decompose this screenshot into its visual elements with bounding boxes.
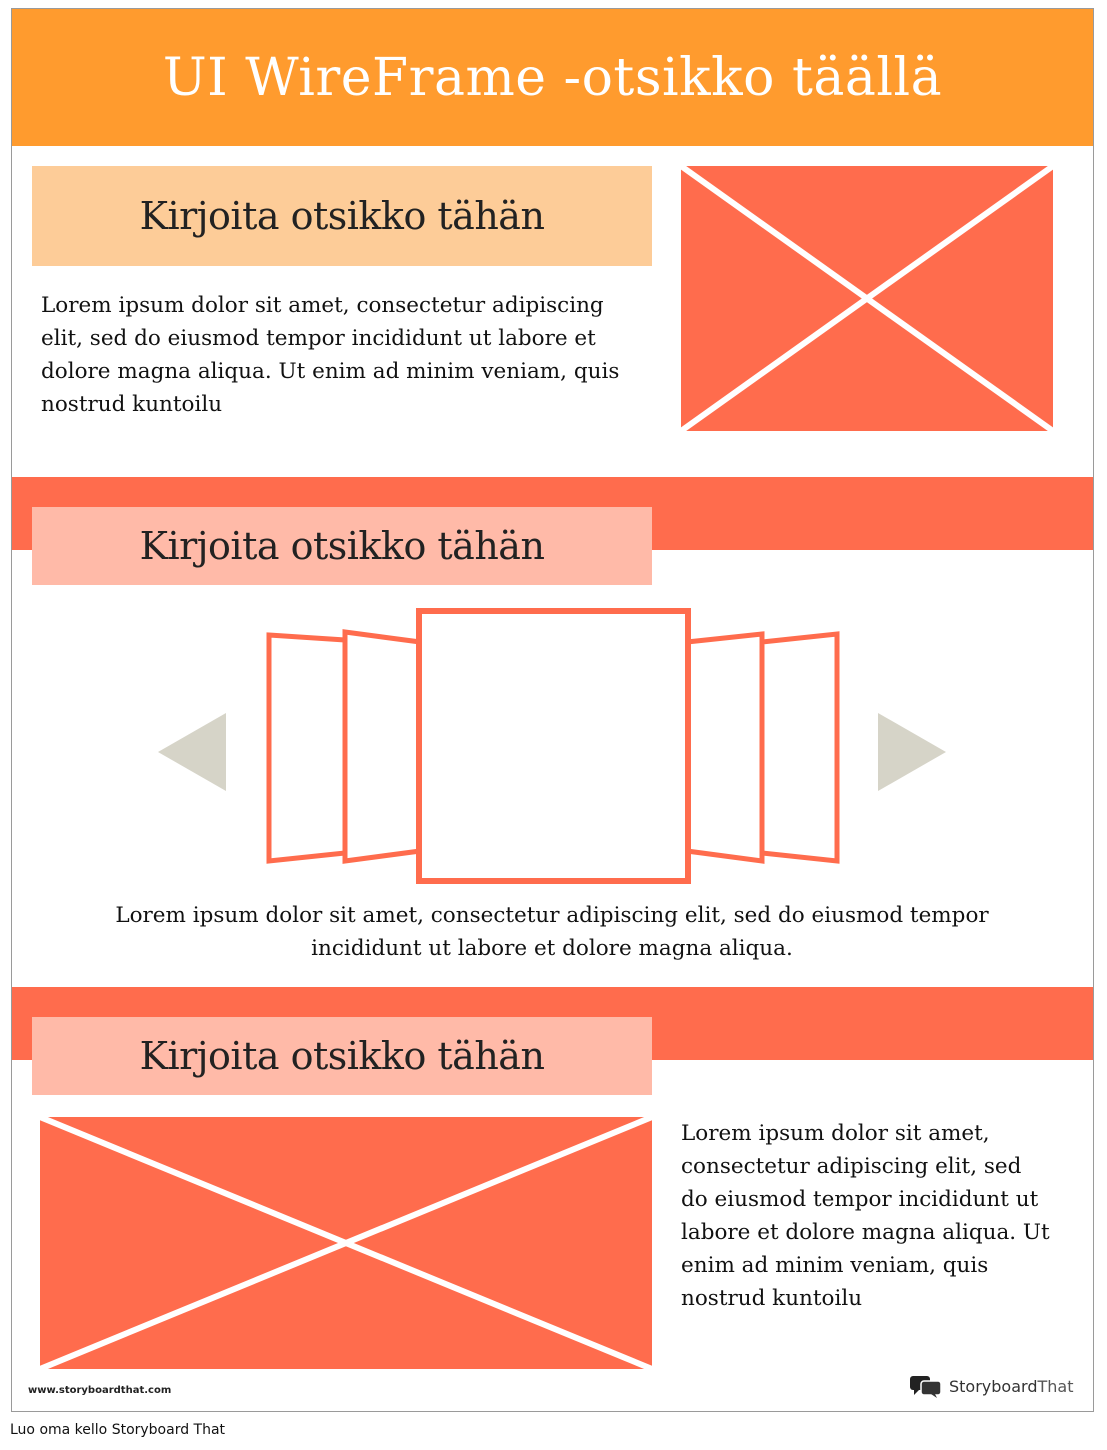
speech-bubbles-icon (909, 1374, 943, 1398)
carousel-slide-far-right (762, 634, 837, 861)
section2-heading: Kirjoita otsikko tähän (139, 524, 545, 568)
section1-text: Lorem ipsum dolor sit amet, consectetur adipiscing elit, sed do eiusmod tempor incididunt ut labore et dolore magna aliqua. Ut enim ad minim veniam, quis nostrud kuntoilu (41, 293, 620, 417)
carousel-slide-far-left (269, 635, 345, 861)
section3-title-box (32, 1017, 652, 1095)
footer-credit: Luo oma kello Storyboard That (10, 1422, 226, 1438)
image-placeholder-icon (40, 1117, 652, 1369)
poster (11, 8, 1094, 1412)
section1-heading: Kirjoita otsikko tähän (139, 194, 545, 238)
footer-url[interactable]: www.storyboardthat.com (28, 1385, 172, 1396)
section3-text: Lorem ipsum dolor sit amet, consectetur adipiscing elit, sed do eiusmod tempor incididunt ut labore et dolore magna aliqua. Ut enim ad minim veniam, quis nostrud kuntoilu (681, 1121, 1050, 1311)
section2-text: Lorem ipsum dolor sit amet, consectetur adipiscing elit, sed do eiusmod tempor incididunt ut labore et dolore magna aliqua. (115, 903, 989, 961)
carousel-icon (158, 607, 950, 889)
section2-title-box (32, 507, 652, 585)
header-banner (12, 9, 1093, 146)
page-title: UI WireFrame -otsikko täällä (162, 47, 943, 108)
logo-main: Storyboard (949, 1376, 1038, 1396)
storyboardthat-logo[interactable] (909, 1374, 1073, 1398)
carousel-slide-center (419, 611, 688, 881)
logo-suffix: That (1037, 1376, 1074, 1396)
section3-heading: Kirjoita otsikko tähän (139, 1034, 545, 1078)
section1-title-box (32, 166, 652, 266)
carousel-slide-right (687, 634, 762, 861)
image-placeholder-icon (681, 166, 1053, 431)
carousel-slide-left (345, 632, 420, 861)
arrow-right-icon[interactable] (878, 713, 946, 791)
arrow-left-icon[interactable] (158, 713, 226, 791)
